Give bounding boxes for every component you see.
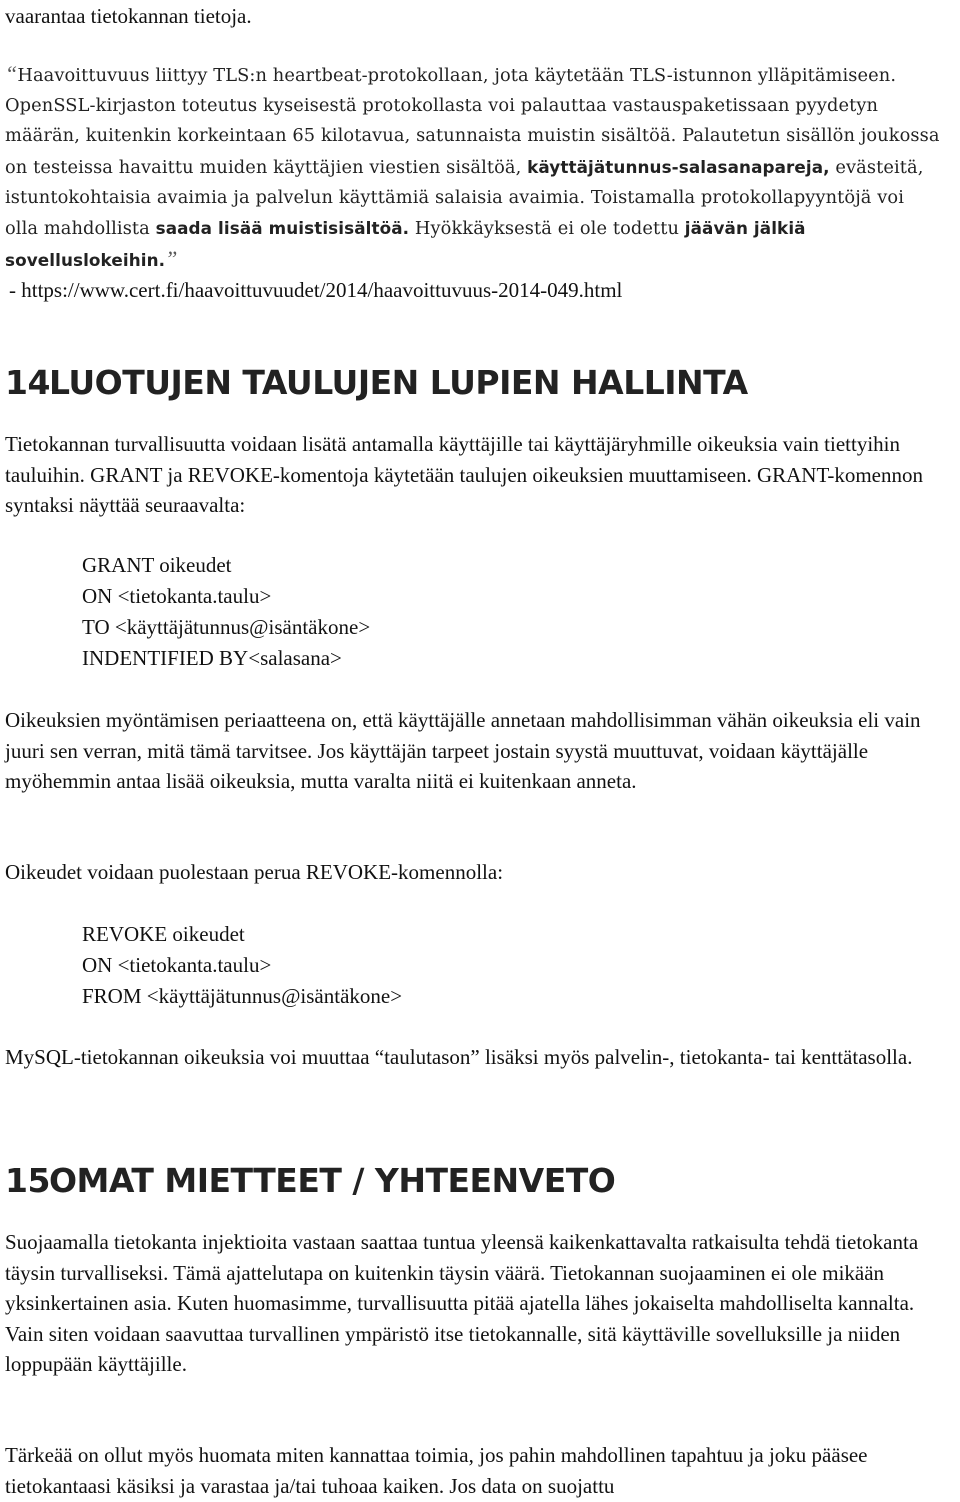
revoke-syntax-block [82,919,402,1012]
section-15-number: 15 [5,1161,50,1200]
section-14-number: 14 [5,363,50,402]
section-15-heading [5,1161,942,1201]
section-14-paragraph-3: Oikeudet voidaan puolestaan perua REVOKE-komennolla: [5,860,504,884]
source-url: - https://www.cert.fi/haavoittuvuudet/2014/haavoittuvuus-2014-049.html [9,278,623,302]
grant-syntax-line: GRANT oikeudet [82,553,232,577]
section-14-heading [5,363,942,403]
quote-text-2: evästeitä, istuntokohtaisia avaimia ja palvelun käyttämiä salaisia avaimia. Toistamalla protokollapyyntöjä voi olla mahdollista [5,156,924,240]
section-14-title: LUOTUJEN TAULUJEN LUPIEN HALLINTA [49,363,748,402]
close-quote-mark: ” [165,246,178,272]
quote-bold-1: käyttäjätunnus-salasanapareja, [527,156,830,177]
section-14-paragraph-4: MySQL-tietokannan oikeuksia voi muuttaa “taulutason” lisäksi myös palvelin-, tietokanta- tai kenttätasolla. [5,1045,913,1069]
section-14-paragraph-2: Oikeuksien myöntämisen periaatteena on, että käyttäjälle annetaan mahdollisimman vähän oikeuksia eli vain juuri sen verran, mitä tämä tarvitsee. Jos käyttäjän tarpeet jostain syystä muuttuvat, voidaan käyttäjälle myöhemmin antaa lisää oikeuksia, mutta varalta niitä ei kuitenkaan anneta. [5,708,921,793]
revoke-syntax-line: FROM <käyttäjätunnus@isäntäkone> [82,984,403,1008]
section-14-paragraph-1: Tietokannan turvallisuutta voidaan lisätä antamalla käyttäjille tai käyttäjäryhmille oikeuksia vain tiettyihin tauluihin. GRANT ja REVOKE-komentoja käytetään taulujen oikeuksien muuttamiseen. GRANT-komennon syntaksi näyttää seuraavalta: [5,432,924,517]
section-15-title: OMAT MIETTEET / YHTEENVETO [49,1161,616,1200]
grant-syntax-line: ON <tietokanta.taulu> [82,584,272,608]
intro-fragment: vaarantaa tietokannan tietoja. [5,4,252,28]
open-quote-mark: “ [5,61,18,86]
grant-syntax-block [82,550,370,674]
grant-syntax-line: INDENTIFIED BY<salasana> [82,646,342,670]
quote-text-1: Haavoittuvuus liittyy TLS:n heartbeat-protokollaan, jota käytetään TLS-istunnon ylläpitämiseen. OpenSSL-kirjaston toteutus kyseisestä protokollasta voi palauttaa vastauspaketissaan pyydetyn määrän, kuitenkin korkeintaan 65 kilotavua, satunnaista muistin sisältöä. Palautetun sisällön joukossa on testeissa havaittu muiden käyttäjien viestien sisältöä, [5,65,940,178]
section-15-paragraph-1: Suojaamalla tietokanta injektioita vastaan saattaa tuntua yleensä kaikenkattavalta ratkaisulta tehdä tietokanta täysin turvalliseksi. Tämä ajattelutapa on kuitenkin täysin väärä. Tietokannan suojaaminen ei ole mikään yksinkertainen asia. Kuten huomasimme, turvallisuutta pitää ajatella lähes jokaiselta mahdolliselta kannalta. Vain siten voidaan saavuttaa turvallinen ympäristö itse tietokannalle, sitä käyttäville sovelluksille ja niiden loppupään käyttäjille. [5,1230,919,1376]
quote-text-3: Hyökkäyksestä ei ole todettu [409,218,685,240]
revoke-syntax-line: REVOKE oikeudet [82,922,245,946]
section-15-paragraph-2: Tärkeää on ollut myös huomata miten kannattaa toimia, jos pahin mahdollinen tapahtuu ja joku pääsee tietokantaasi käsiksi ja varastaa ja/tai tuhoaa kaiken. Jos data on suojattu [5,1443,868,1498]
revoke-syntax-line: ON <tietokanta.taulu> [82,953,272,977]
grant-syntax-line: TO <käyttäjätunnus@isäntäkone> [82,615,371,639]
quote-bold-3: jäävän jälkiä sovelluslokeihin. [5,218,806,271]
quote-bold-2: saada lisää muistisisältöä. [155,218,410,239]
heartbleed-quote [5,59,942,276]
